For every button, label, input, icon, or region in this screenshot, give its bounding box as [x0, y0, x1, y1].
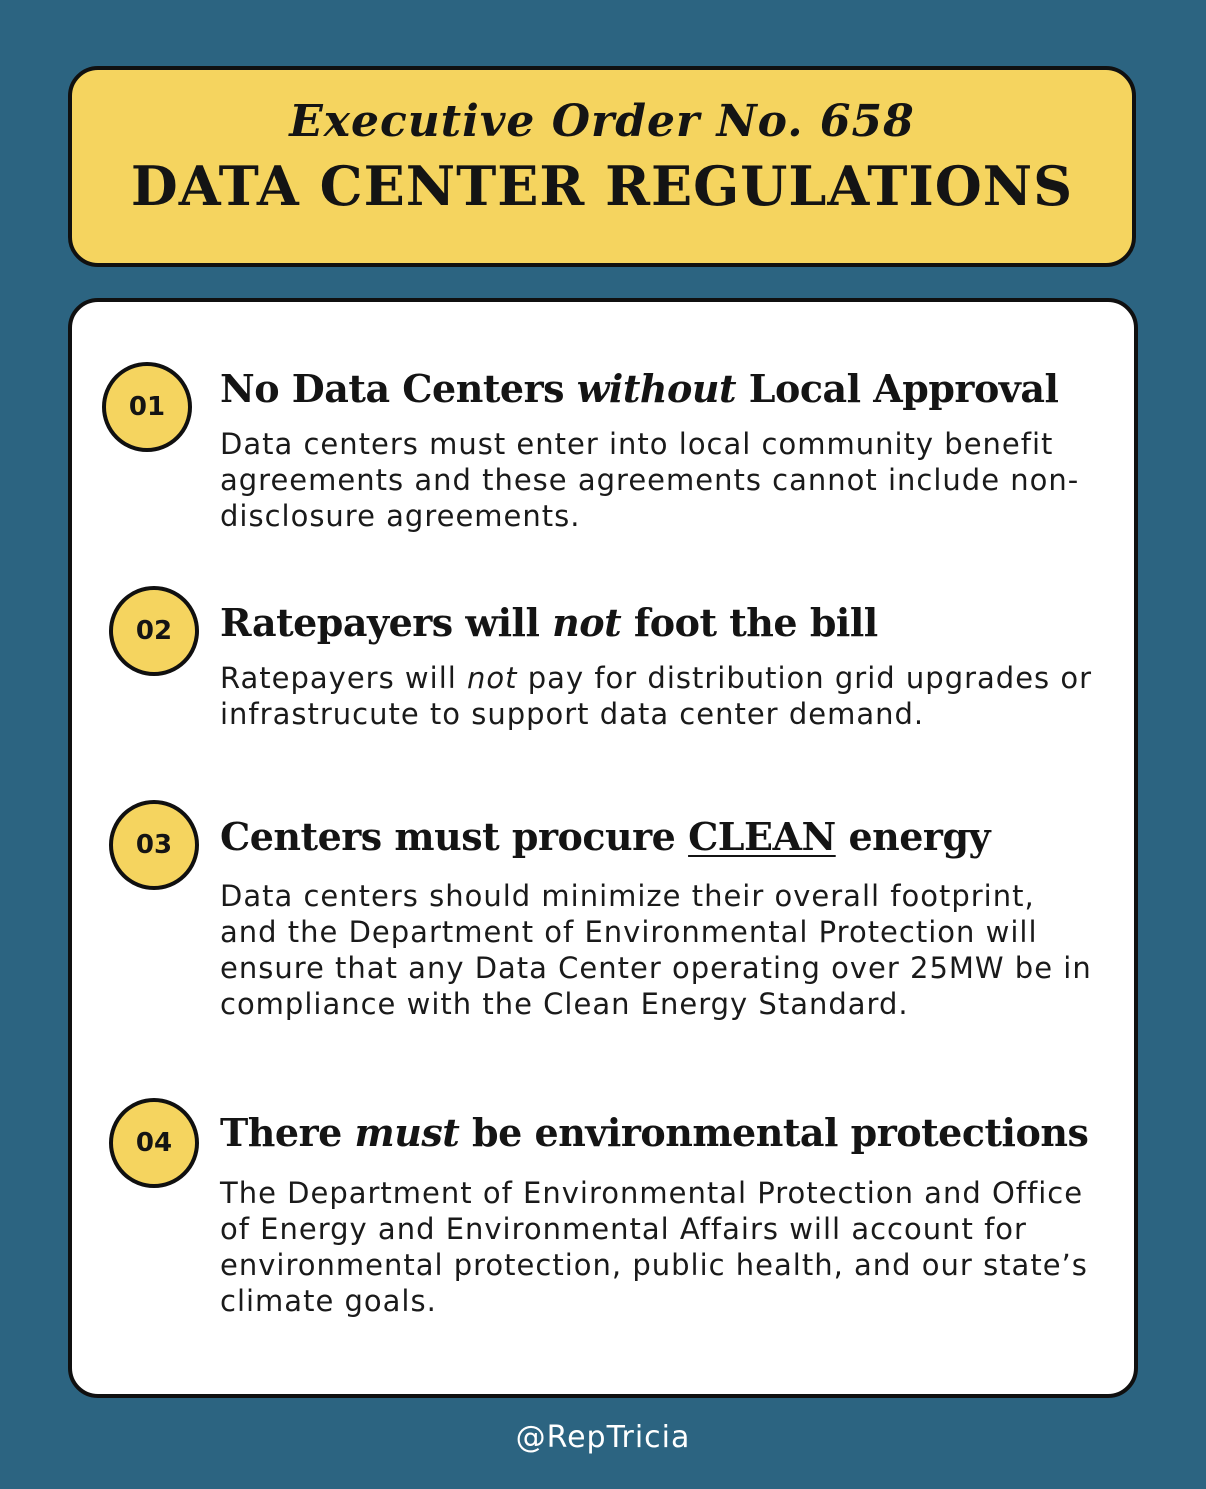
- regulation-description: Data centers should minimize their overall footprint, and the Department of Environmental Protection will ensure that any Data Center operating over 25MW be in compliance with the Clean Energy Standard.: [220, 879, 1092, 1021]
- item-number-badge: 04: [109, 1098, 199, 1188]
- page-title: DATA CENTER REGULATIONS: [130, 154, 1074, 218]
- regulation-description: Data centers must enter into local community benefit agreements and these agreements cannot include non-disclosure agreements.: [220, 427, 1080, 533]
- social-handle: @RepTricia: [515, 1420, 691, 1455]
- item-number-badge: 02: [109, 586, 199, 676]
- regulation-title: No Data Centers without Local Approval: [220, 366, 1059, 411]
- header-banner: [68, 66, 1136, 267]
- regulation-title: There must be environmental protections: [220, 1110, 1089, 1155]
- regulations-card: [68, 298, 1138, 1398]
- regulation-title: Ratepayers will not foot the bill: [220, 600, 878, 645]
- item-number-badge: 03: [109, 800, 199, 890]
- regulation-description: The Department of Environmental Protection and Office of Energy and Environmental Affairs will account for environmental protection, public health, and our state’s climate goals.: [220, 1176, 1088, 1318]
- item-number-badge: 01: [102, 362, 192, 452]
- regulation-description: Ratepayers will not pay for distribution grid upgrades or infrastrucute to support data center demand.: [220, 661, 1093, 731]
- regulation-title: Centers must procure CLEAN energy: [220, 814, 991, 859]
- executive-order-number: Executive Order No. 658: [289, 96, 915, 147]
